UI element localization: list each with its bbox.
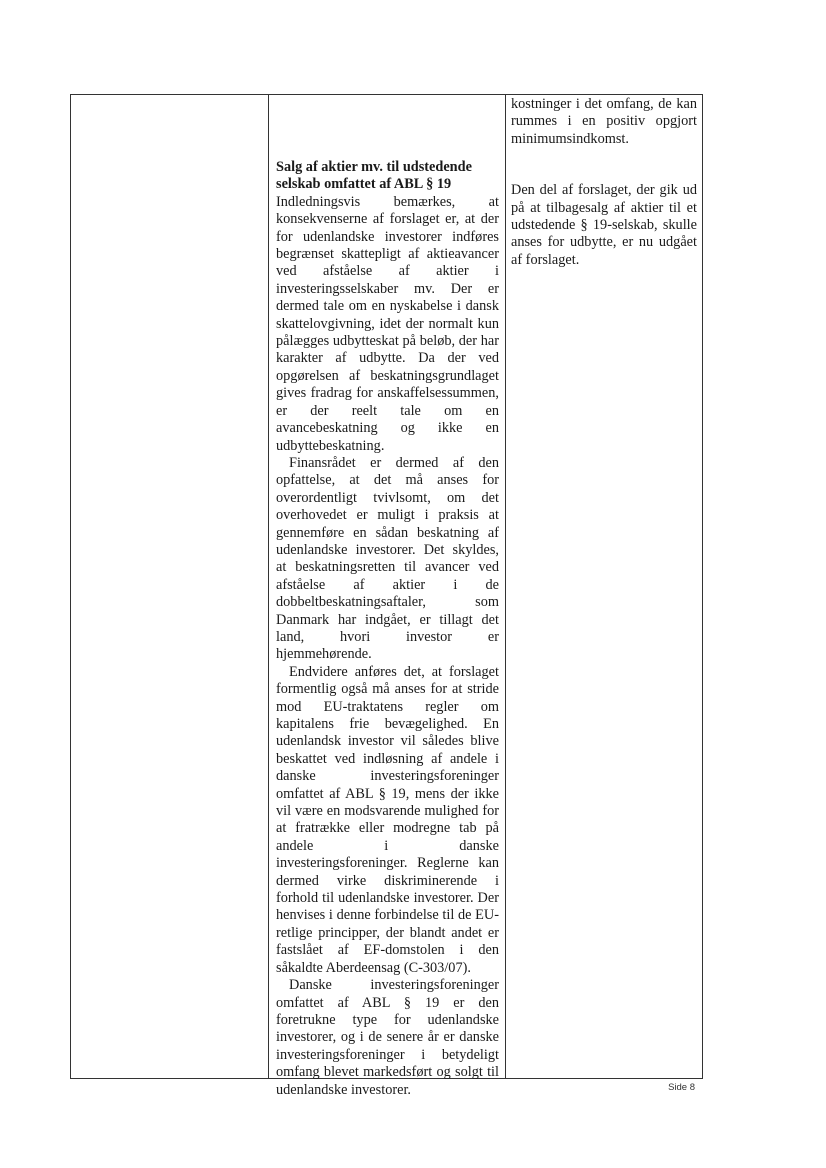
consultation-response-column: [276, 159, 499, 1099]
section-heading: Salg af aktier mv. til udstedende selskab omfattet af ABL § 19: [276, 159, 472, 193]
comment-paragraph-2: Den del af forslaget, der gik ud på at tilbagesalg af aktier til et udstedende § 19-selskab, skulle anses for udbytte, er nu udgået af forslaget.: [511, 182, 697, 268]
page-number: Side 8: [668, 1082, 695, 1093]
comment-paragraph-1: kostninger i det omfang, de kan rummes i en positiv opgjort minimumsindkomst.: [511, 96, 697, 147]
column-divider-2: [505, 95, 506, 1078]
paragraph-4: Danske investeringsforeninger omfattet af ABL § 19 er den foretrukne type for udenlandske investorer, og i de senere år er danske investeringsforeninger i betydeligt omfang blevet markedsført og solgt til udenlandske investorer.: [276, 977, 499, 1098]
paragraph-1: Indledningsvis bemærkes, at konsekvenserne af forslaget er, at der for udenlandske investorer indføres begrænset skattepligt af aktieavancer ved afståelse af aktier i investeringsselskaber mv. Der er dermed tale om en nyskabelse i dansk skattelovgivning, idet der normalt kun pålægges udbytteskat på beløb, der har karakter af udbytte. Da der ved opgørelsen af beskatningsgrundlaget gives fradrag for anskaffelsessummen, er der reelt tale om en avancebeskatning og ikke en udbyttebeskatning.: [276, 193, 499, 454]
paragraph-3: Endvidere anføres det, at forslaget formentlig også må anses for at stride mod EU-traktatens regler om kapitalens frie bevægelighed. En udenlandsk investor vil således blive beskattet ved indløsning af andele i danske investeringsforeninger omfattet af ABL § 19, mens der ikke vil være en modsvarende mulighed for at fratrække eller modregne tab på andele i danske investeringsforeninger. Reglerne kan dermed virke diskriminerende i forhold til udenlandske investorer. Der henvises i denne forbindelse til de EU-retlige principper, der blandt andet er fastslået af EF-domstolen i den såkaldte Aberdeensag (C-303/07).: [276, 663, 499, 976]
paragraph-2: Finansrådet er dermed af den opfattelse, at det må anses for overordentligt tvivlsomt, om det overhovedet er muligt i praksis at gennemføre en sådan beskatning af udenlandske investorer. Det skyldes, at beskatningsretten til avancer ved afståelse af aktier i de dobbeltbeskatningsaftaler, som Danmark har indgået, er tillagt det land, hvori investor er hjemmehørende.: [276, 454, 499, 663]
ministry-comment-column: [511, 96, 697, 269]
column-divider-1: [268, 95, 269, 1078]
